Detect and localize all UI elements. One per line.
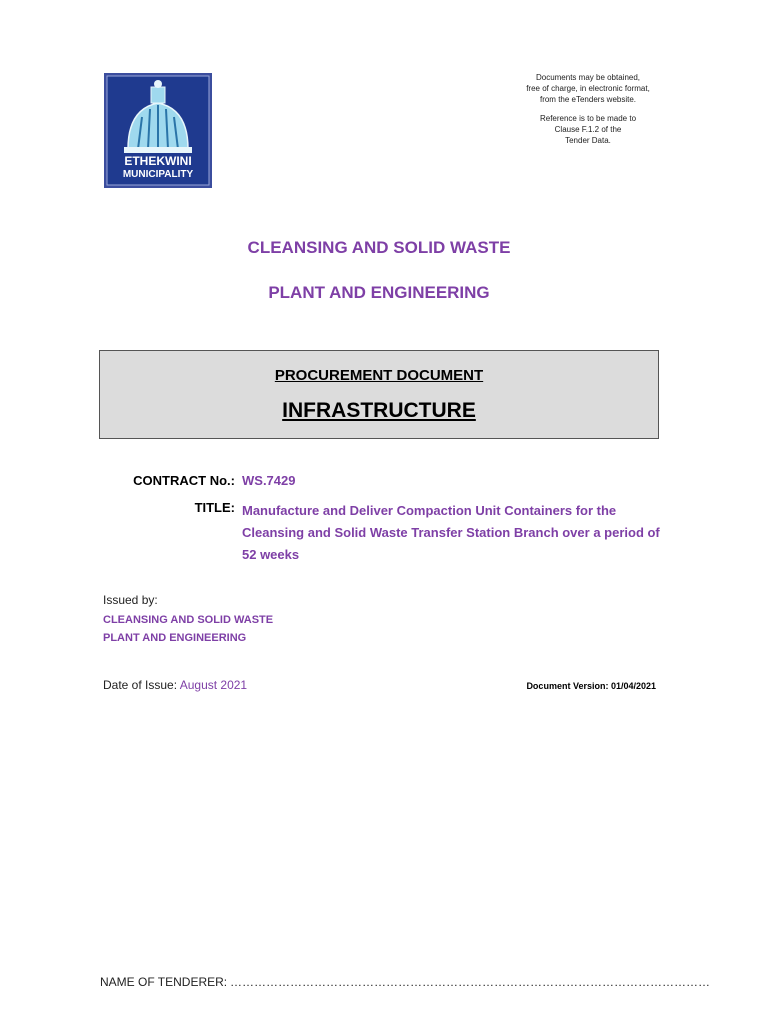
ethekwini-logo <box>104 73 212 188</box>
notice-line: Tender Data. <box>565 136 611 145</box>
dome-emblem <box>104 73 212 188</box>
logo-text-2: MUNICIPALITY <box>122 169 194 180</box>
procurement-box <box>99 350 659 439</box>
procurement-category: INFRASTRUCTURE <box>282 399 476 422</box>
department-heading-2: PLANT AND ENGINEERING <box>268 283 490 302</box>
title-label: TITLE: <box>194 500 235 515</box>
issued-by-label: Issued by: <box>103 593 158 607</box>
notice-line: from the eTenders website. <box>539 95 637 104</box>
tenderer-label: NAME OF TENDERER: <box>100 975 228 989</box>
issued-by-line-1: CLEANSING AND SOLID WASTE <box>103 614 274 626</box>
contract-number: WS.7429 <box>242 473 296 488</box>
notice-line: Documents may be obtained, <box>535 73 641 82</box>
issued-by-line-2: PLANT AND ENGINEERING <box>103 632 247 644</box>
procurement-heading: PROCUREMENT DOCUMENT <box>274 367 484 384</box>
contract-label: CONTRACT No.: <box>133 473 235 488</box>
tenderer-name-line: ………………………………………………………………………………………………………… <box>230 975 710 989</box>
issued-by-value <box>103 611 273 647</box>
logo-text-1: ETHEKWINI <box>124 154 192 168</box>
date-of-issue-label: Date of Issue: <box>103 678 178 692</box>
date-of-issue-value: August 2021 <box>179 678 248 692</box>
document-version: Document Version: 01/04/2021 <box>526 681 656 691</box>
title-text: Manufacture and Deliver Compaction Unit Containers for the Cleansing and Solid Waste Transfer Station Branch over a period of 52 weeks <box>242 503 660 562</box>
notice-line: free of charge, in electronic format, <box>526 84 650 93</box>
date-of-issue <box>103 678 247 692</box>
notice-line: Clause F.1.2 of the <box>554 125 622 134</box>
department-heading-1: CLEANSING AND SOLID WASTE <box>247 238 511 257</box>
notice-line: Reference is to be made to <box>539 114 637 123</box>
availability-notice <box>506 72 670 146</box>
